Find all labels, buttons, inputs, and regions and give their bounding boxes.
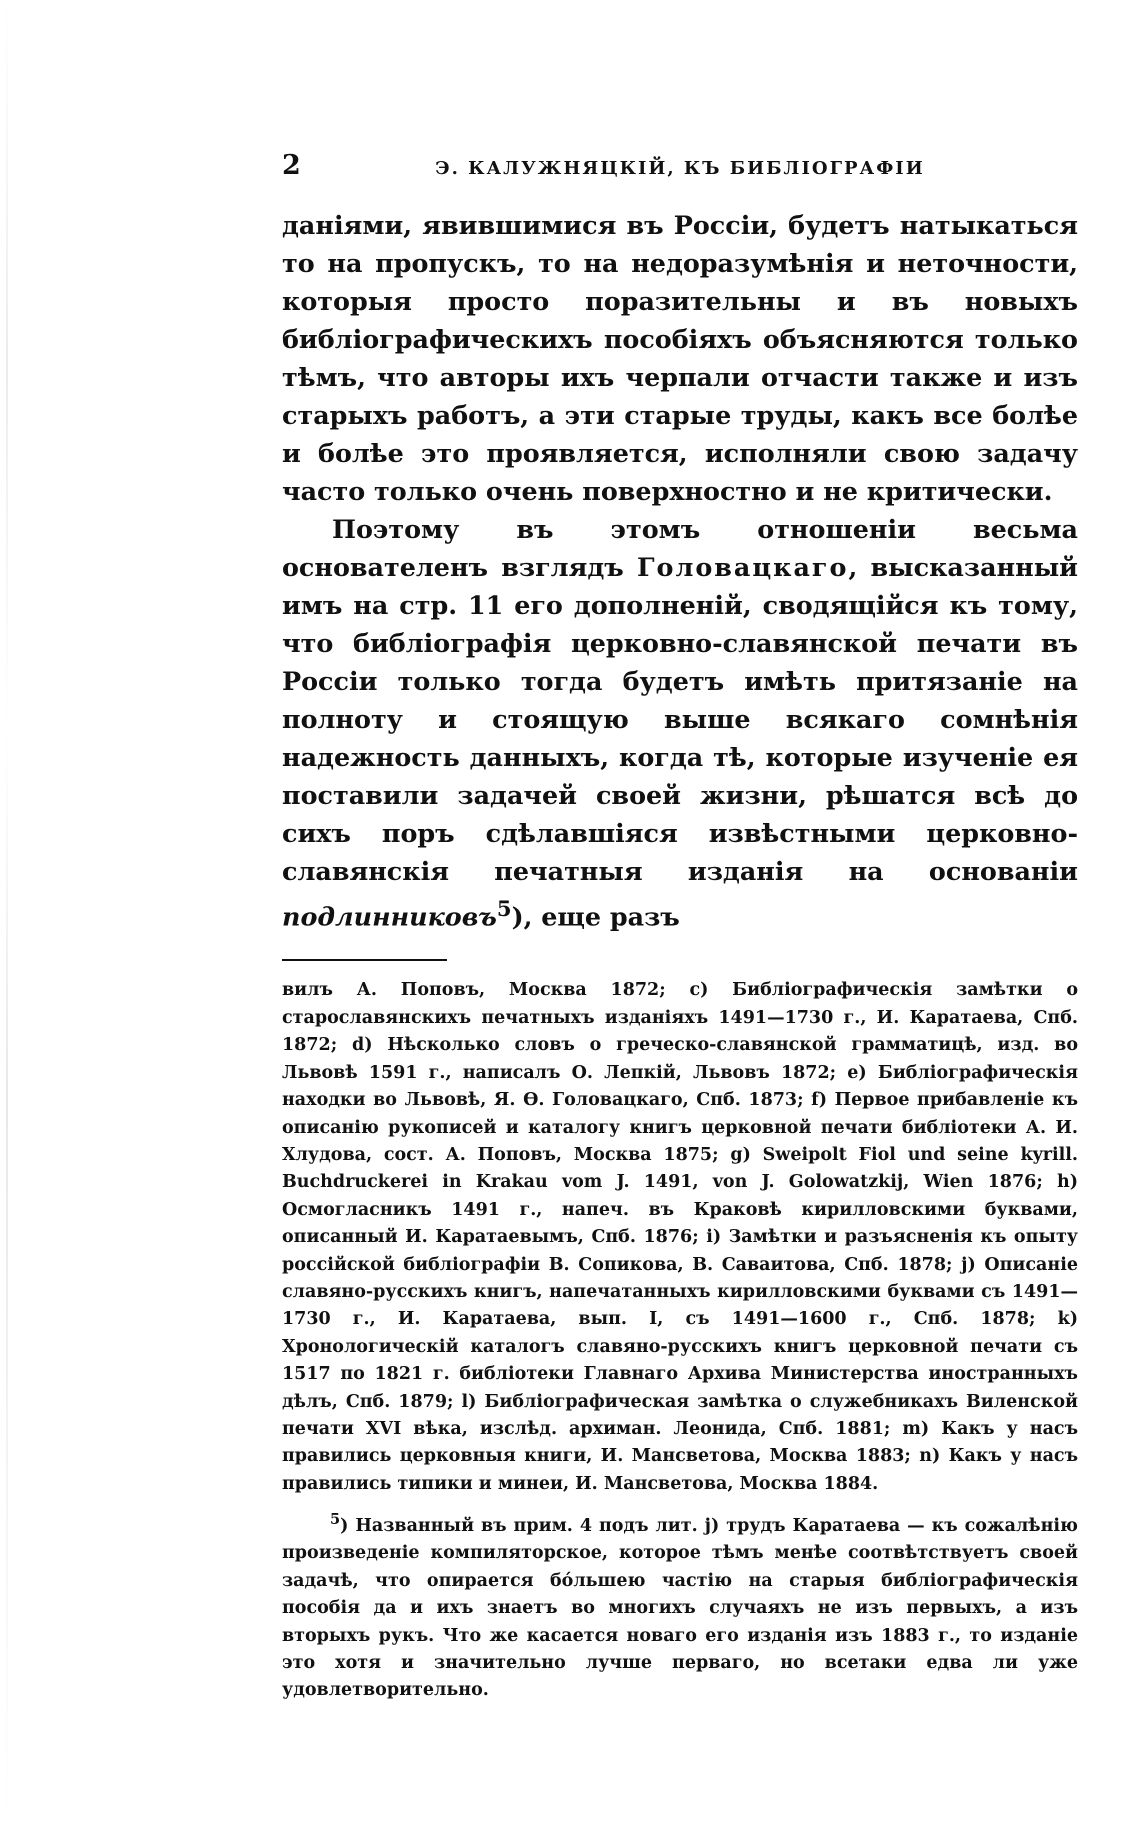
book-page: [282, 150, 1078, 1705]
spaced-author-name: Головацкаго: [636, 552, 849, 582]
italic-term: подлинниковъ: [282, 901, 497, 932]
footnote-5: [282, 1506, 1078, 1705]
footnote-divider: [282, 959, 447, 961]
scan-edge-shadow: [6, 0, 8, 1825]
running-title: Э. КАЛУЖНЯЦКІЙ, КЪ БИБЛІОГРАФІИ: [435, 158, 925, 179]
paragraph-2: [282, 510, 1078, 935]
running-head: [282, 150, 1078, 184]
paragraph-2-part-b: , высказанный имъ на стр. 11 его дополненій, сводящійся къ тому, что библіографія церковно-славянской печати въ Россіи только тогда будетъ имѣть притязаніе на полноту и стоящую выше всякаго сомнѣнія надежность данныхъ, когда тѣ, которые изученіе ея поставили задачей своей жизни, рѣшатся всѣ до сихъ поръ сдѣлавшіяся извѣстными церковно-славянскія печатныя изданія на основаніи: [282, 552, 1078, 886]
footnote-5-text: ) Названный въ прим. 4 подъ лит. j) трудъ Каратаева — къ сожалѣнію произведеніе компиляторское, которое тѣмъ менѣе соотвѣтствуетъ своей задачѣ, что опирается бо́льшею частію на старыя библіографическія пособія да и ихъ знаетъ во многихъ случаяхъ не изъ первыхъ, а изъ вторыхъ рукъ. Что же касается новаго его изданія изъ 1883 г., то изданіе это хотя и значительно лучше перваго, но всетаки едва ли уже удовлетворительно.: [282, 1516, 1078, 1701]
paragraph-2-part-c: ), еще разъ: [511, 901, 680, 932]
footnote-spacer: [282, 1498, 1078, 1506]
footnote-ref-5: 5: [496, 896, 512, 921]
paragraph-1: даніями, явившимися въ Россіи, будетъ натыкаться то на пропускъ, то на недоразумѣнія и неточности, которыя просто поразительны и въ новыхъ библіографическихъ пособіяхъ объясняются только тѣмъ, что авторы ихъ черпали отчасти также и изъ старыхъ работъ, а эти старые труды, какъ все болѣе и болѣе это проявляется, исполняли свою задачу часто только очень поверхностно и не критически.: [282, 210, 1078, 506]
footnotes: [282, 977, 1078, 1704]
page-number: 2: [282, 150, 301, 181]
paragraph-2-part-a: Поэтому въ этомъ отношеніи весьма основателенъ взглядъ: [282, 514, 1078, 582]
footnote-4-continuation: вилъ А. Поповъ, Москва 1872; c) Библіографическія замѣтки о старославянскихъ печатныхъ изданіяхъ 1491—1730 г., И. Каратаева, Спб. 1872; d) Нѣсколько словъ о греческо-славянской грамматицѣ, изд. во Львовѣ 1591 г., написалъ О. Лепкій, Львовъ 1872; e) Библіографическія находки во Львовѣ, Я. Ѳ. Головацкаго, Спб. 1873; f) Первое прибавленіе къ описанію рукописей и каталогу книгъ церковной печати библіотеки А. И. Хлудова, сост. А. Поповъ, Москва 1875; g) Sweipolt Fiol und seine kyrill. Buchdruckerei in Krakau vom J. 1491, von J. Golowatzkij, Wien 1876; h) Осмогласникъ 1491 г., напеч. въ Краковѣ кирилловскими буквами, описанный И. Каратаевымъ, Спб. 1876; i) Замѣтки и разъясненія къ опыту россійской библіографіи В. Сопикова, В. Саваитова, Спб. 1878; j) Описаніе славяно-русскихъ книгъ, напечатанныхъ кирилловскими буквами съ 1491—1730 г., И. Каратаева, вып. I, съ 1491—1600 г., Спб. 1878; k) Хронологическій каталогъ славяно-русскихъ книгъ церковной печати съ 1517 по 1821 г. библіотеки Главнаго Архива Министерства иностранныхъ дѣлъ, Спб. 1879; l) Библіографическая замѣтка о служебникахъ Виленской печати XVI вѣка, изслѣд. архиман. Леонида, Спб. 1881; m) Какъ у насъ правились церковныя книги, И. Мансветова, Москва 1883; n) Какъ у насъ правились типики и минеи, И. Мансветова, Москва 1884.: [282, 980, 1078, 1494]
footnote-5-marker: 5: [330, 1511, 341, 1529]
main-text: [282, 206, 1078, 935]
